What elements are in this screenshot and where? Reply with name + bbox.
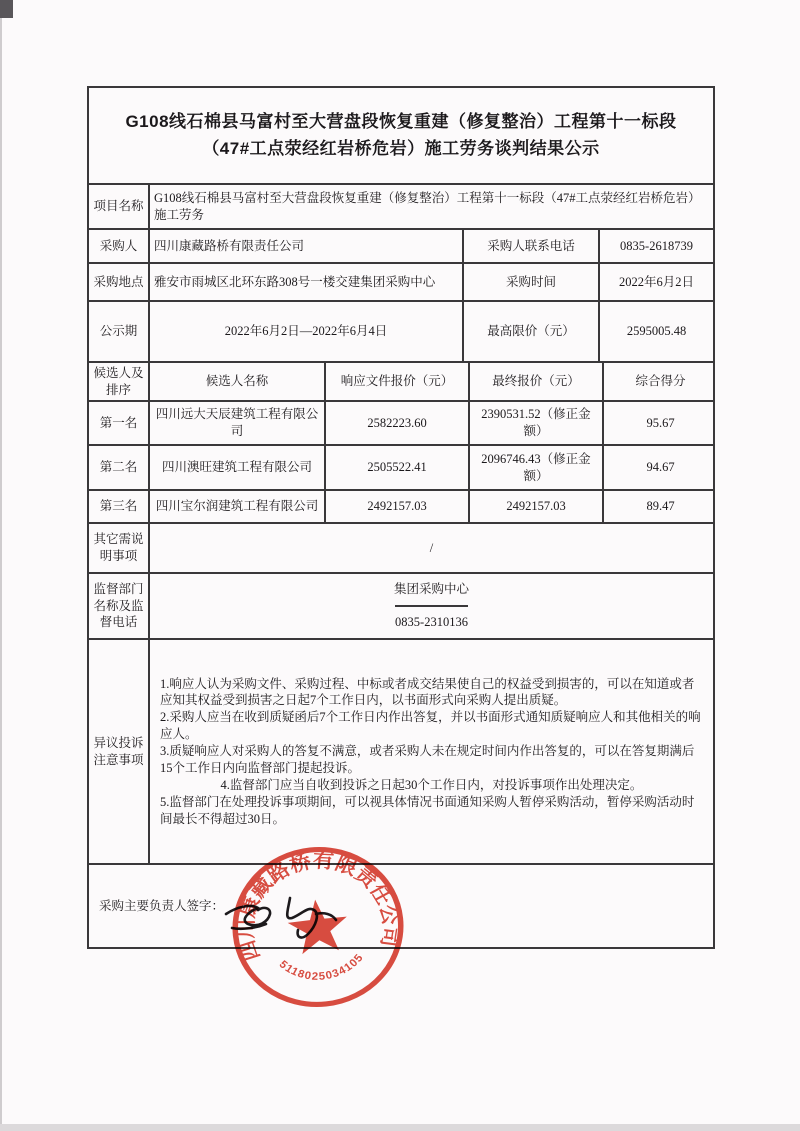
- table-row: [89, 444, 713, 489]
- table-row: [89, 489, 713, 522]
- title-row: [89, 88, 713, 183]
- candidates-bid-header: 响应文件报价（元）: [324, 363, 468, 400]
- stamp-number-text: 5118025034105: [276, 952, 366, 983]
- objection-notice-content: [148, 640, 713, 863]
- publicity-period-label: 公示期: [99, 324, 138, 339]
- max-price-label: 最高限价（元）: [462, 302, 598, 361]
- handwritten-signature: [218, 884, 348, 950]
- candidate-bid: 2505522.41: [324, 446, 468, 489]
- candidate-bid: 2582223.60: [324, 402, 468, 444]
- candidate-score: 89.47: [602, 491, 717, 522]
- objection-item-1: 1.响应人认为采购文件、采购过程、中标或者成交结果使自己的权益受到损害的，可以在知道或者应知其权益受到损害之日起7个工作日内，以书面形式向采购人提出质疑。: [160, 676, 695, 708]
- scan-corner-artifact: [0, 0, 13, 18]
- candidates-rank-header: 候选人及排序: [93, 365, 144, 397]
- candidate-rank: 第三名: [99, 499, 138, 514]
- location-label: 采购地点: [93, 274, 144, 289]
- location-value: 雅安市雨城区北环东路308号一楼交建集团采购中心: [148, 264, 462, 300]
- purchaser-phone-value: 0835-2618739: [598, 230, 713, 262]
- candidate-final-price: 2390531.52（修正金额）: [468, 402, 602, 444]
- objection-notice-label: 异议投诉注意事项: [93, 735, 144, 767]
- project-name-value: G108线石棉县马富村至大营盘段恢复重建（修复整治）工程第十一标段（47#工点荥经红岩桥危岩）施工劳务: [148, 185, 713, 228]
- candidates-header-row: [89, 361, 713, 400]
- scan-bottom-edge: [0, 1124, 800, 1131]
- objection-item-5: 5.监督部门在处理投诉事项期间，可以视具体情况书面通知采购人暂停采购活动，暂停采购活动时间最长不得超过30日。: [160, 794, 695, 826]
- other-notes-value: /: [148, 524, 713, 572]
- project-name-label: 项目名称: [93, 199, 144, 214]
- title-line-1: G108线石棉县马富村至大营盘段恢复重建（修复整治）工程第十一标段: [125, 112, 677, 132]
- candidate-final-price: 2096746.43（修正金额）: [468, 446, 602, 489]
- supervision-phone: 0835-2310136: [395, 605, 468, 638]
- publicity-period-value: 2022年6月2日—2022年6月4日: [148, 302, 462, 361]
- supervision-values: [148, 574, 713, 638]
- purchase-time-value: 2022年6月2日: [598, 264, 713, 300]
- objection-item-2: 2.采购人应当在收到质疑函后7个工作日内作出答复，并以书面形式通知质疑响应人和其他相关的响应人。: [160, 710, 701, 742]
- stamp-company-text: 四川康藏路桥有限责任公司: [234, 849, 403, 964]
- project-name-row: [89, 183, 713, 228]
- other-notes-label: 其它需说明事项: [93, 532, 144, 563]
- max-price-value: 2595005.48: [598, 302, 713, 361]
- objection-item-4: 4.监督部门应当自收到投诉之日起30个工作日内，对投诉事项作出处理决定。: [220, 777, 643, 792]
- candidates-final-header: 最终报价（元）: [468, 363, 602, 400]
- location-row: [89, 262, 713, 300]
- candidate-final-price: 2492157.03: [468, 491, 602, 522]
- other-notes-row: [89, 522, 713, 572]
- candidate-name: 四川远大天辰建筑工程有限公司: [148, 402, 324, 444]
- candidates-name-header: 候选人名称: [148, 363, 324, 400]
- candidate-name: 四川澳旺建筑工程有限公司: [148, 446, 324, 489]
- candidate-score: 94.67: [602, 446, 717, 489]
- candidate-score: 95.67: [602, 402, 717, 444]
- publicity-period-row: [89, 300, 713, 361]
- supervision-row: [89, 572, 713, 638]
- table-row: [89, 400, 713, 444]
- purchaser-phone-label: 采购人联系电话: [462, 230, 598, 262]
- purchase-time-label: 采购时间: [462, 264, 598, 300]
- scan-left-edge: [0, 18, 2, 1131]
- announcement-table: [87, 86, 715, 949]
- page-title: [89, 88, 713, 183]
- objection-item-3: 3.质疑响应人对采购人的答复不满意，或者采购人未在规定时间内作出答复的，可以在答复期满后15个工作日内向监督部门提起投诉。: [160, 744, 695, 775]
- purchaser-value: 四川康藏路桥有限责任公司: [148, 230, 462, 262]
- title-line-2: （47#工点荥经红岩桥危岩）施工劳务谈判结果公示: [202, 138, 600, 158]
- purchaser-label: 采购人: [99, 238, 138, 253]
- signature-label: 采购主要负责人签字：: [99, 898, 225, 913]
- svg-text:5118025034105: [276, 950, 368, 987]
- purchaser-row: [89, 228, 713, 262]
- candidate-bid: 2492157.03: [324, 491, 468, 522]
- supervision-department: 集团采购中心: [393, 582, 469, 597]
- candidate-rank: 第一名: [99, 415, 138, 430]
- candidate-name: 四川宝尔润建筑工程有限公司: [148, 491, 324, 522]
- candidates-score-header: 综合得分: [602, 363, 717, 400]
- candidate-rank: 第二名: [99, 460, 138, 475]
- supervision-label: 监督部门名称及监督电话: [93, 581, 144, 630]
- objection-notice-row: [89, 638, 713, 863]
